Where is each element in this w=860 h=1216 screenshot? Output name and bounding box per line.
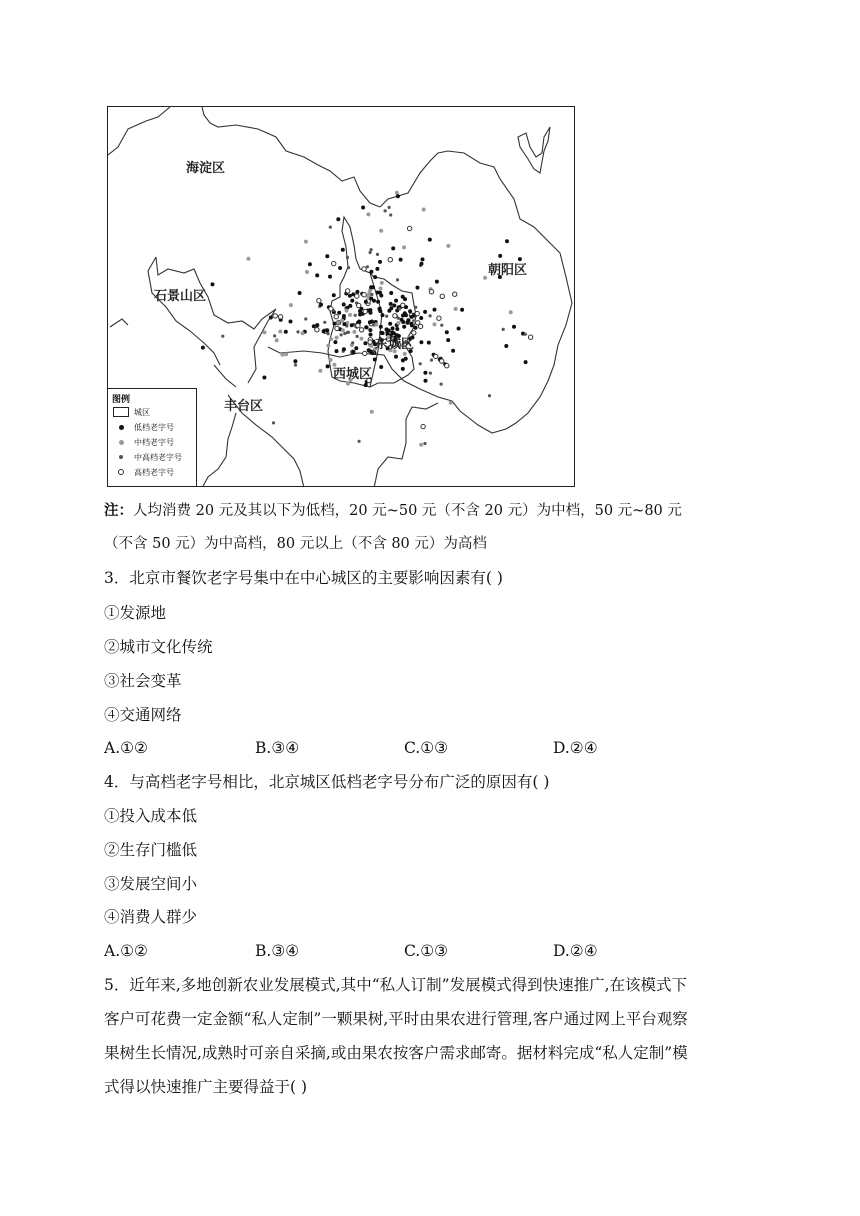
restaurant-dot	[429, 290, 433, 294]
restaurant-dot	[346, 256, 349, 259]
restaurant-dot	[363, 341, 367, 345]
restaurant-dot	[335, 349, 339, 353]
restaurant-dot	[269, 316, 273, 320]
xicheng-label: 西城区	[333, 367, 373, 382]
restaurant-dot	[348, 304, 352, 308]
legend-item-low: 低档老字号	[112, 421, 174, 433]
restaurant-dot	[440, 359, 444, 363]
restaurant-dot	[263, 330, 267, 334]
restaurant-dot	[445, 364, 449, 368]
restaurant-dot	[446, 338, 450, 342]
restaurant-dot	[352, 330, 356, 334]
restaurant-dot	[505, 239, 509, 243]
q4-item-1: ①投入成本低	[104, 807, 198, 825]
restaurant-dot	[369, 270, 373, 274]
restaurant-dot	[375, 267, 379, 271]
restaurant-dot	[358, 440, 361, 443]
restaurant-dot	[201, 346, 205, 350]
restaurant-dot	[315, 273, 319, 277]
q5-line-1: 5．近年来,多地创新农业发展模式,其中“私人订制”发展模式得到快速推广,在该模式下	[104, 976, 687, 994]
restaurant-dot	[304, 317, 307, 320]
haidian-label: 海淀区	[186, 161, 226, 176]
restaurant-dot	[315, 328, 319, 332]
restaurant-dot	[347, 266, 350, 269]
restaurant-dot	[319, 303, 323, 307]
restaurant-dot	[356, 335, 359, 338]
restaurant-dot	[404, 305, 408, 309]
restaurant-dot	[326, 364, 330, 368]
restaurant-dot	[403, 352, 407, 356]
restaurant-dot	[332, 261, 336, 265]
restaurant-dot	[374, 322, 378, 326]
restaurant-dot	[397, 317, 400, 320]
q5-line-2: 客户可花费一定金额“私人定制”一颗果树,平时由果农进行管理,客户通过网上平台观察	[104, 1010, 688, 1028]
q5-line-3: 果树生长情况,成熟时可亲自采摘,或由果农按客户需求邮寄。据材料完成“私人定制”模	[104, 1044, 688, 1062]
restaurant-dot	[483, 276, 487, 280]
restaurant-dot	[315, 323, 319, 327]
restaurant-dot	[440, 324, 443, 327]
restaurant-dot	[350, 299, 354, 303]
restaurant-dot	[375, 291, 379, 295]
q3-item-4: ④交通网络	[104, 706, 182, 724]
restaurant-dot	[389, 291, 393, 295]
restaurant-dot	[454, 307, 458, 311]
restaurant-dot	[348, 313, 352, 317]
restaurant-dot	[296, 330, 299, 333]
restaurant-dot	[343, 332, 346, 335]
restaurant-dot	[301, 331, 305, 335]
restaurant-dot	[419, 362, 422, 365]
restaurant-dot	[429, 314, 432, 317]
legend-item-midhigh: 中高档老字号	[112, 451, 182, 463]
restaurant-dot	[401, 320, 405, 324]
restaurant-dot	[348, 294, 352, 298]
restaurant-dot	[389, 302, 393, 306]
restaurant-dot	[329, 307, 333, 311]
restaurant-dot	[370, 293, 373, 296]
restaurant-dot	[327, 332, 330, 335]
restaurant-dot	[357, 320, 361, 324]
restaurant-dot	[509, 310, 513, 314]
restaurant-dot	[335, 336, 339, 340]
restaurant-dot	[402, 245, 406, 249]
restaurant-dot	[351, 341, 354, 344]
restaurant-dot	[289, 320, 293, 324]
restaurant-dot	[342, 303, 346, 307]
restaurant-dot	[340, 319, 344, 323]
map-note-line1	[104, 500, 682, 522]
restaurant-dot	[407, 226, 411, 230]
restaurant-dot	[369, 297, 373, 301]
restaurant-dot	[392, 304, 396, 308]
restaurant-dot	[293, 359, 297, 363]
restaurant-dot	[373, 275, 377, 279]
restaurant-dot	[363, 351, 367, 355]
restaurant-dot	[414, 326, 418, 330]
restaurant-dot	[433, 308, 437, 312]
restaurant-dot	[368, 340, 372, 344]
restaurant-dot	[278, 315, 282, 319]
restaurant-dot	[275, 338, 279, 342]
q4-item-4: ④消费人群少	[104, 908, 198, 926]
legend-item-high: 高档老字号	[112, 466, 174, 478]
restaurant-dot	[396, 194, 400, 198]
restaurant-dot	[247, 257, 251, 261]
midhigh-grade-dot-icon	[119, 455, 123, 459]
restaurant-dot	[391, 246, 395, 250]
restaurant-dot	[410, 323, 414, 327]
q4-option-d[interactable]: D.②④	[553, 942, 598, 960]
restaurant-dot	[429, 372, 432, 375]
restaurant-dot	[370, 410, 374, 414]
restaurant-dot	[395, 327, 399, 331]
note-text-1: 人均消费 20 元及其以下为低档，20 元~50 元（不含 20 元）为中档，50 元~80 元	[133, 503, 682, 519]
legend-item-city: 城区	[112, 406, 150, 418]
restaurant-dot	[423, 371, 427, 375]
q4-item-2: ②生存门槛低	[104, 841, 198, 859]
restaurant-dot	[357, 303, 361, 307]
high-grade-dot-icon	[118, 469, 124, 475]
q3-option-a[interactable]: A.①②	[104, 739, 148, 757]
restaurant-dot	[434, 354, 438, 358]
restaurant-dot	[388, 258, 392, 262]
restaurant-dot	[341, 328, 345, 332]
restaurant-dot	[421, 424, 425, 428]
restaurant-dot	[384, 209, 387, 212]
restaurant-dot	[364, 300, 368, 304]
restaurant-dot	[389, 213, 392, 216]
beijing-map-figure	[107, 106, 575, 487]
restaurant-dot	[504, 344, 508, 348]
restaurant-dot	[419, 316, 423, 320]
restaurant-dot	[437, 316, 441, 320]
restaurant-dot	[410, 315, 414, 319]
restaurant-dot	[457, 327, 461, 331]
q4-stem: 4．与高档老字号相比，北京城区低档老字号分布广泛的原因有( )	[104, 773, 550, 791]
restaurant-dot	[322, 329, 326, 333]
restaurant-dot	[323, 321, 326, 324]
restaurant-dot	[363, 309, 367, 313]
note-text-2: （不含 50 元）为中高档，80 元以上（不含 80 元）为高档	[104, 536, 487, 552]
restaurant-dot	[378, 309, 382, 313]
restaurant-dot	[402, 325, 406, 329]
q3-stem: 3．北京市餐饮老字号集中在中心城区的主要影响因素有( )	[104, 569, 503, 587]
restaurant-dot	[405, 321, 409, 325]
restaurant-dot	[336, 217, 340, 221]
restaurant-dot	[211, 282, 215, 286]
restaurant-dot	[325, 328, 329, 332]
restaurant-dot	[273, 314, 277, 318]
legend-item-mid: 中档老字号	[112, 436, 174, 448]
restaurant-dot	[502, 328, 505, 331]
restaurant-dot	[379, 286, 383, 290]
restaurant-dot	[312, 324, 316, 328]
restaurant-dot	[414, 306, 417, 309]
q4-item-3: ③发展空间小	[104, 875, 198, 893]
restaurant-dot	[278, 330, 282, 334]
restaurant-dot	[325, 254, 329, 258]
restaurant-dot	[360, 337, 364, 341]
restaurant-dot	[294, 363, 297, 366]
restaurant-dot	[272, 421, 275, 424]
restaurant-dot	[430, 359, 433, 362]
restaurant-dot	[364, 325, 368, 329]
restaurant-dot	[371, 285, 375, 289]
restaurant-dot	[427, 341, 431, 345]
restaurant-dot	[433, 322, 437, 326]
restaurant-dot	[340, 333, 343, 336]
restaurant-dot	[393, 314, 397, 318]
restaurant-dot	[369, 333, 373, 337]
note-label: 注：	[104, 502, 133, 519]
restaurant-dot	[440, 294, 444, 298]
restaurant-dot	[395, 191, 399, 195]
restaurant-dot	[308, 262, 312, 266]
restaurant-dot	[333, 340, 337, 344]
restaurant-dot	[424, 379, 428, 383]
q3-option-c[interactable]: C.①③	[404, 739, 449, 757]
restaurant-dot	[368, 308, 372, 312]
restaurant-dot	[440, 383, 443, 386]
restaurant-dot	[368, 328, 372, 332]
restaurant-dot	[341, 248, 345, 252]
restaurant-dot	[329, 358, 333, 362]
restaurant-dot	[524, 333, 527, 336]
map-legend	[108, 388, 197, 486]
restaurant-dot	[428, 238, 432, 242]
restaurant-dot	[394, 299, 398, 303]
restaurant-dot	[289, 303, 293, 307]
restaurant-dot	[403, 311, 407, 315]
restaurant-dot	[396, 278, 399, 281]
restaurant-dot	[368, 349, 372, 353]
restaurant-dot	[379, 325, 383, 329]
restaurant-dot	[388, 206, 391, 209]
low-grade-dot-icon	[119, 425, 124, 430]
q3-option-b[interactable]: B.③④	[255, 739, 300, 757]
restaurant-dot	[524, 360, 528, 364]
restaurant-dot	[435, 280, 439, 284]
restaurant-dot	[356, 323, 360, 327]
restaurant-dot	[397, 321, 401, 325]
restaurant-dot	[370, 248, 373, 251]
restaurant-dot	[369, 251, 372, 254]
restaurant-dot	[329, 226, 332, 229]
restaurant-dot	[366, 265, 369, 268]
restaurant-dot	[338, 266, 342, 270]
restaurant-dot	[460, 308, 464, 312]
fengtai-label: 丰台区	[224, 399, 264, 414]
restaurant-dot	[401, 358, 405, 362]
restaurant-dot	[362, 293, 366, 297]
restaurant-dot	[498, 254, 502, 258]
restaurant-dot	[391, 326, 395, 330]
chaoyang-label: 朝阳区	[488, 263, 528, 278]
restaurant-dot	[354, 346, 358, 350]
restaurant-dot	[329, 337, 333, 341]
mid-grade-dot-icon	[119, 440, 124, 445]
restaurant-dot	[381, 313, 385, 317]
restaurant-dot	[423, 442, 426, 445]
restaurant-dot	[366, 212, 370, 216]
restaurant-dot	[446, 244, 450, 248]
restaurant-dot	[318, 369, 322, 373]
q3-item-3: ③社会变革	[104, 672, 182, 690]
q5-line-4: 式得以快速推广主要得益于( )	[104, 1078, 308, 1096]
restaurant-dot	[359, 328, 363, 332]
restaurant-dot	[378, 260, 382, 264]
restaurant-dot	[379, 365, 383, 369]
restaurant-dot	[399, 258, 403, 262]
restaurant-dot	[380, 281, 384, 285]
restaurant-dot	[379, 294, 383, 298]
restaurant-dot	[453, 292, 457, 296]
restaurant-dot	[284, 330, 288, 334]
restaurant-dot	[361, 206, 365, 210]
restaurant-dot	[401, 367, 405, 371]
restaurant-dot	[488, 394, 491, 397]
restaurant-dot	[334, 315, 338, 319]
restaurant-dot	[328, 275, 332, 279]
q3-item-2: ②城市文化传统	[104, 638, 213, 656]
restaurant-dot	[401, 295, 405, 299]
shijingshan-label: 石景山区	[154, 289, 207, 304]
restaurant-dot	[376, 253, 379, 256]
restaurant-dot	[221, 335, 224, 338]
restaurant-dot	[346, 382, 350, 386]
restaurant-dot	[358, 313, 362, 317]
restaurant-dot	[451, 349, 455, 353]
restaurant-dot	[273, 334, 276, 337]
city-area-symbol	[113, 407, 129, 417]
restaurant-dot	[355, 294, 359, 298]
restaurant-dot	[345, 309, 349, 313]
restaurant-dot	[342, 322, 346, 326]
restaurant-dot	[512, 325, 516, 329]
restaurant-dot	[423, 310, 427, 314]
restaurant-dot	[394, 355, 398, 359]
restaurant-dot	[420, 262, 424, 266]
restaurant-dot	[449, 401, 453, 405]
restaurant-dot	[385, 315, 388, 318]
restaurant-dot	[528, 335, 532, 339]
restaurant-dot	[305, 270, 309, 274]
restaurant-dot	[364, 383, 368, 387]
restaurant-dot	[421, 257, 425, 261]
restaurant-dot	[376, 300, 380, 304]
q3-item-1: ①发源地	[104, 604, 167, 622]
restaurant-dot	[342, 347, 346, 351]
restaurant-dot	[337, 311, 341, 315]
restaurant-dot	[362, 267, 366, 271]
restaurant-dot	[388, 322, 392, 326]
restaurant-dot	[304, 240, 308, 244]
restaurant-dot	[373, 358, 377, 362]
restaurant-dot	[370, 320, 374, 324]
restaurant-dot	[262, 376, 266, 380]
restaurant-dot	[346, 289, 350, 293]
q4-option-a[interactable]: A.①②	[104, 942, 148, 960]
q4-option-c[interactable]: C.①③	[404, 942, 449, 960]
restaurant-dot	[415, 311, 419, 315]
restaurant-dot	[422, 208, 426, 212]
restaurant-dot	[355, 290, 359, 294]
restaurant-dot	[351, 350, 355, 354]
restaurant-dot	[332, 293, 336, 297]
restaurant-dot	[419, 340, 423, 344]
restaurant-dot	[389, 306, 393, 310]
q3-option-d[interactable]: D.②④	[553, 739, 598, 757]
restaurant-dot	[335, 326, 339, 330]
restaurant-dot	[317, 299, 321, 303]
restaurant-dot	[284, 352, 288, 356]
dongcheng-label: 东城区	[375, 337, 415, 352]
restaurant-dot	[445, 330, 449, 334]
restaurant-dot	[281, 353, 285, 357]
restaurant-dot	[298, 291, 302, 295]
restaurant-dot	[379, 229, 383, 233]
restaurant-dot	[326, 344, 330, 348]
q4-option-b[interactable]: B.③④	[255, 942, 300, 960]
restaurant-dot	[398, 307, 401, 310]
restaurant-dot	[416, 286, 420, 290]
restaurant-dot	[354, 314, 357, 317]
restaurant-dot	[350, 323, 354, 327]
restaurant-dot	[418, 324, 422, 328]
restaurant-dot	[336, 321, 340, 325]
restaurant-dot	[419, 443, 423, 447]
legend-title: 图例	[112, 395, 131, 405]
